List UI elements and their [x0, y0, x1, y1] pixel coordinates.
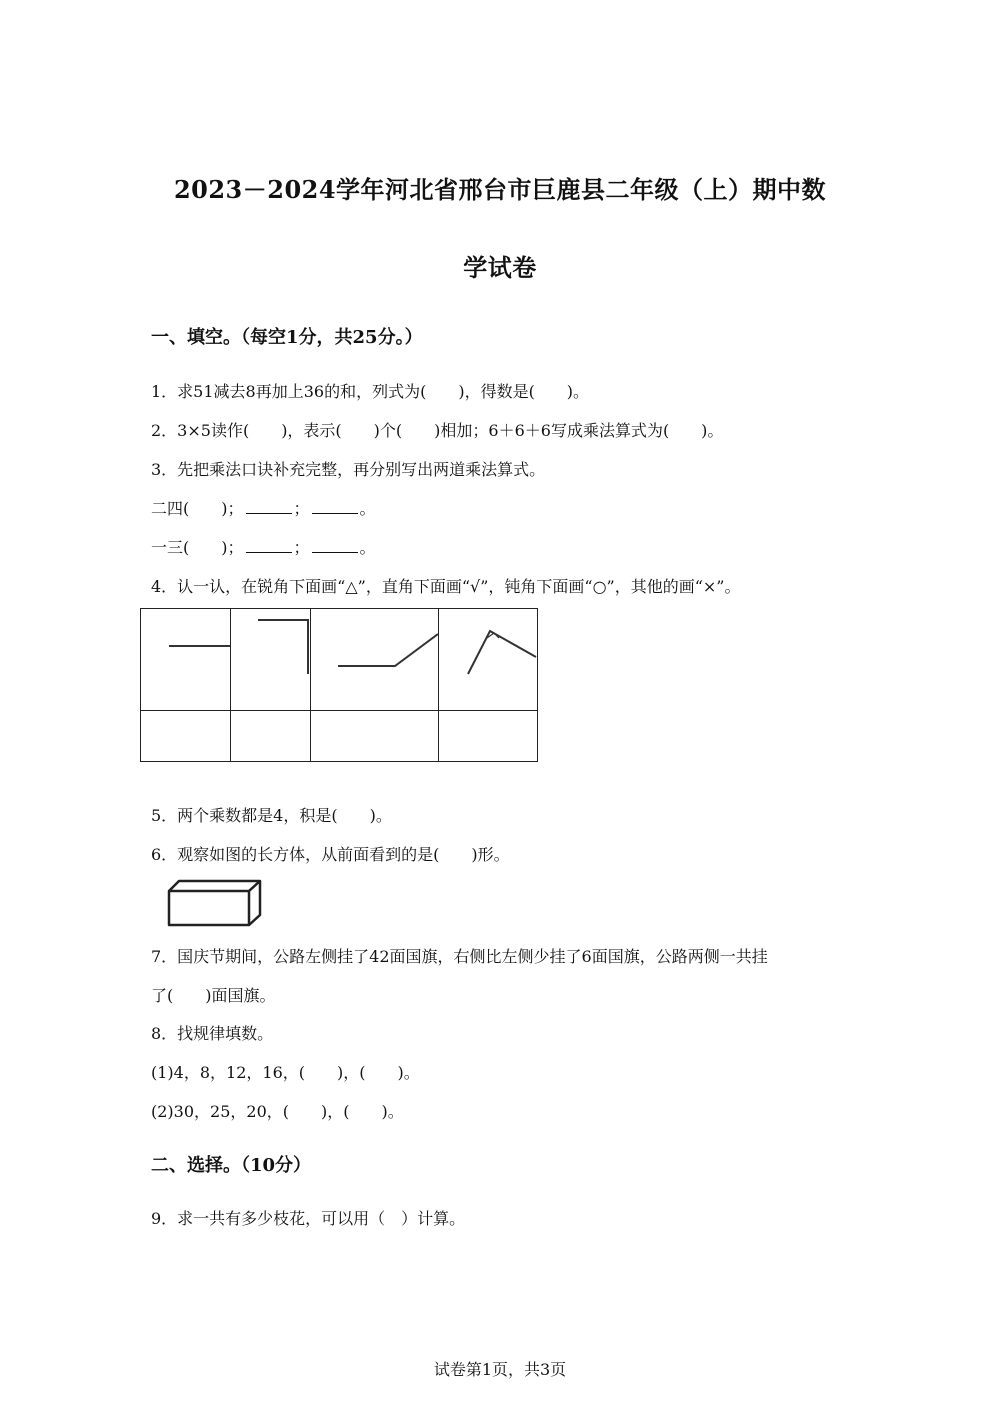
answer-blank[interactable]	[246, 538, 292, 553]
question-3a-sep: ；	[293, 499, 310, 518]
question-1: 1．求51减去8再加上36的和，列式为( )，得数是( )。	[151, 382, 590, 401]
question-3b-prefix: 一三( )；	[151, 538, 244, 557]
question-8-part2: (2)30，25，20，( )，( )。	[151, 1102, 404, 1121]
answer-cell[interactable]	[311, 711, 439, 762]
acute-angle-figure	[468, 631, 536, 674]
question-3b-sep: ；	[293, 538, 310, 557]
answer-blank[interactable]	[312, 538, 358, 553]
question-7-line2: 了( )面国旗。	[151, 986, 276, 1005]
question-5: 5．两个乘数都是4，积是( )。	[151, 806, 392, 825]
page-title-line2: 学试卷	[463, 253, 537, 282]
cuboid-figure	[164, 878, 266, 928]
question-3a	[151, 496, 376, 519]
question-3a-end: 。	[359, 499, 376, 518]
page-footer: 试卷第1页，共3页	[433, 1360, 567, 1379]
right-angle-figure	[258, 620, 308, 674]
angle-figures	[140, 608, 540, 713]
question-3a-prefix: 二四( )；	[151, 499, 244, 518]
question-9: 9．求一共有多少枝花，可以用（ ）计算。	[151, 1209, 466, 1228]
question-6: 6．观察如图的长方体，从前面看到的是( )形。	[151, 845, 510, 864]
question-8: 8．找规律填数。	[151, 1024, 274, 1043]
question-8-part1: (1)4，8，12，16，( )，( )。	[151, 1063, 420, 1082]
answer-blank[interactable]	[246, 499, 292, 514]
page-title-line1: 2023－2024学年河北省邢台市巨鹿县二年级（上）期中数	[173, 175, 827, 204]
answer-cell[interactable]	[141, 711, 231, 762]
question-3: 3．先把乘法口诀补充完整，再分别写出两道乘法算式。	[151, 460, 546, 479]
answer-cell[interactable]	[439, 711, 538, 762]
question-2: 2．3×5读作( )，表示( )个( )相加；6＋6＋6写成乘法算式为( )。	[151, 421, 724, 440]
question-7-line1: 7．国庆节期间，公路左侧挂了42面国旗，右侧比左侧少挂了6面国旗，公路两侧一共挂	[151, 947, 768, 966]
question-3b	[151, 535, 376, 558]
question-4: 4．认一认，在锐角下面画“△”，直角下面画“√”，钝角下面画“○”，其他的画“×”。	[151, 577, 741, 596]
section-2-heading: 二、选择。（10分）	[151, 1155, 312, 1176]
section-1-heading: 一、填空。（每空1分，共25分。）	[151, 327, 423, 348]
obtuse-angle-figure	[338, 634, 438, 666]
answer-blank[interactable]	[312, 499, 358, 514]
question-3b-end: 。	[359, 538, 376, 557]
answer-cell[interactable]	[231, 711, 311, 762]
